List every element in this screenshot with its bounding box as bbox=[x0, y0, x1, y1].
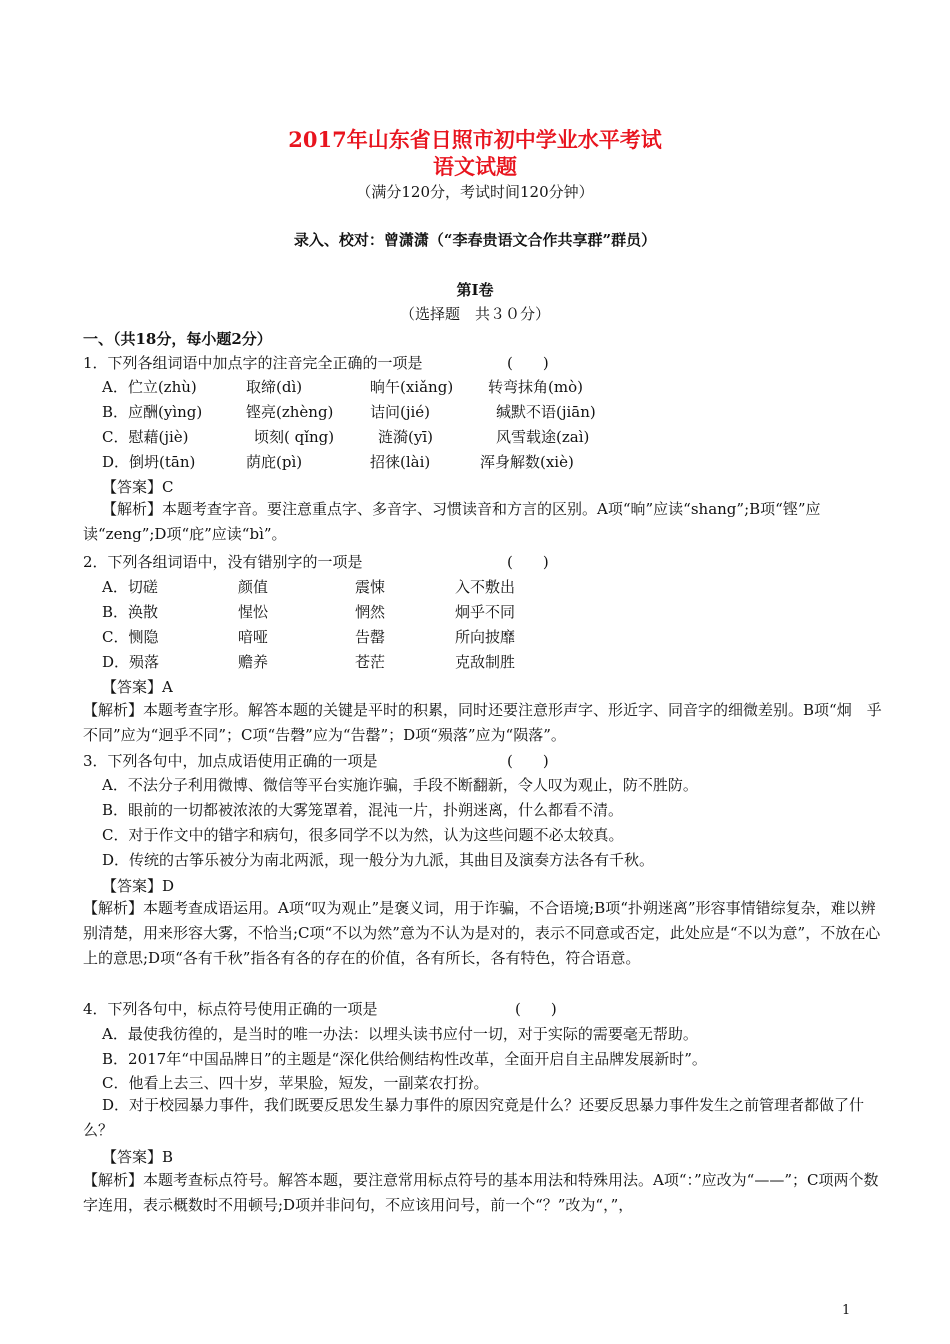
option-text: 告罄 bbox=[355, 628, 386, 646]
option-text: 取缔(dì) bbox=[246, 378, 303, 396]
option-text: C．对于作文中的错字和病句，很多同学不以为然，认为这些问题不必太较真。 bbox=[102, 826, 624, 844]
option-text: D．对于校园暴力事件，我们既要反思发生暴力事件的原因究竟是什么？还要反思暴力事件发生之前管理者都做了什么？ bbox=[83, 1096, 865, 1139]
option-text: 诘问(jié) bbox=[370, 403, 431, 421]
option-text: 惺忪 bbox=[238, 603, 269, 621]
option-text: D．倒坍(tān) bbox=[102, 453, 196, 471]
option-text: 颜值 bbox=[238, 578, 269, 596]
option-text: C．恻隐 bbox=[102, 628, 159, 646]
option-text: 克敌制胜 bbox=[455, 653, 516, 671]
question-2-analysis: 【解析】本题考查字形。解答本题的关键是平时的积累，同时还要注意形声字、形近字、同音字的细微差别。B项“炯 乎不同”应为“迥乎不同”；C项“告磬”应为“告罄”；D项“殒落”应为“陨落”。 bbox=[83, 701, 882, 744]
option-text: D．殒落 bbox=[102, 653, 160, 671]
exam-info: （满分120分，考试时间120分钟） bbox=[356, 183, 594, 201]
option-text: 晌午(xiǎng) bbox=[370, 378, 454, 396]
option-text: B．涣散 bbox=[102, 603, 159, 621]
volume-subtitle: （选择题 共３０分） bbox=[399, 305, 550, 323]
question-1-answer-slot: ( ) bbox=[507, 354, 549, 372]
option-text: 所向披靡 bbox=[455, 628, 516, 646]
option-text: 涟漪(yī) bbox=[378, 428, 433, 446]
exam-title: 2017年山东省日照市初中学业水平考试 bbox=[288, 127, 662, 152]
question-1-options bbox=[0, 376, 950, 476]
question-3-analysis: 【解析】本题考查成语运用。A项“叹为观止”是褒义词，用于诈骗，不合语境;B项“扑朔迷离”形容事情错综复杂，难以辨别清楚，用来形容大雾，不恰当;C项“不以为然”意为不认为是对的，表示不同意或否定，此处应是“不以为意”，不放在心上的意思;D项“各有千秋”指各有各的存在的价值，各有所长，各有特色，符合语意。 bbox=[83, 899, 881, 967]
option-text: 炯乎不同 bbox=[455, 603, 516, 621]
option-text: 赡养 bbox=[238, 653, 269, 671]
question-4-analysis: 【解析】本题考查标点符号。解答本题，要注意常用标点符号的基本用法和特殊用法。A项“：”应改为“——”；C项两个数字连用，表示概数时不用顿号;D项并非问句，不应该用问号，前一个“？”改为“，”， bbox=[83, 1171, 879, 1214]
option-text: 顷刻( qǐng) bbox=[254, 428, 335, 446]
exam-subject-title: 语文试题 bbox=[433, 154, 517, 179]
option-text: A．不法分子利用微博、微信等平台实施诈骗，手段不断翻新，令人叹为观止，防不胜防。 bbox=[102, 776, 698, 794]
option-text: A．切磋 bbox=[102, 578, 158, 596]
question-1-stem: 1．下列各组词语中加点字的注音完全正确的一项是 bbox=[83, 354, 423, 372]
question-4-stem: 4．下列各句中，标点符号使用正确的一项是 bbox=[83, 1000, 378, 1018]
question-3-answer-slot: ( ) bbox=[507, 752, 549, 770]
option-text: A．最使我彷徨的，是当时的唯一办法：以埋头读书应付一切，对于实际的需要毫无帮助。 bbox=[102, 1025, 698, 1043]
question-2-stem: 2．下列各组词语中，没有错别字的一项是 bbox=[83, 553, 363, 571]
option-text: 入不敷出 bbox=[455, 578, 516, 596]
option-text: 风雪载途(zaì) bbox=[496, 428, 590, 446]
question-1-analysis: 【解析】本题考查字音。要注意重点字、多音字、习惯读音和方言的区别。A项“晌”应读“shang”;B项“铿”应读“zeng”;D项“庇”应读“bì”。 bbox=[83, 500, 821, 543]
option-text: B．2017年“中国品牌日”的主题是“深化供给侧结构性改革，全面开启自主品牌发展新时”。 bbox=[102, 1050, 707, 1068]
option-text: C．慰藉(jiè) bbox=[102, 428, 189, 446]
option-text: 惘然 bbox=[355, 603, 386, 621]
section-heading: 一、（共18分，每小题2分） bbox=[83, 330, 272, 348]
option-text: A．伫立(zhù) bbox=[102, 378, 197, 396]
option-text: B．应酬(yìng) bbox=[102, 403, 203, 421]
option-text: 苍茫 bbox=[355, 653, 386, 671]
question-2-answer: 【答案】A bbox=[102, 678, 173, 696]
option-text: C．他看上去三、四十岁，苹果脸，短发，一副菜农打扮。 bbox=[102, 1074, 489, 1092]
option-text: 铿亮(zhèng) bbox=[246, 403, 334, 421]
volume-title: 第Ⅰ卷 bbox=[456, 281, 494, 299]
question-3-stem: 3．下列各句中，加点成语使用正确的一项是 bbox=[83, 752, 378, 770]
option-text: 喑哑 bbox=[238, 628, 269, 646]
option-text: 荫庇(pì) bbox=[246, 453, 303, 471]
option-text: 浑身解数(xiè) bbox=[480, 453, 574, 471]
question-2-options bbox=[0, 576, 950, 676]
question-3-answer: 【答案】D bbox=[102, 877, 175, 895]
question-2-answer-slot: ( ) bbox=[507, 553, 549, 571]
option-text: B．眼前的一切都被浓浓的大雾笼罩着，混沌一片，扑朔迷离，什么都看不清。 bbox=[102, 801, 624, 819]
page-number: 1 bbox=[842, 1303, 851, 1318]
question-4-answer-slot: ( ) bbox=[515, 1000, 557, 1018]
option-text: 缄默不语(jiān) bbox=[496, 403, 596, 421]
option-text: 转弯抹角(mò) bbox=[488, 378, 583, 396]
option-text: 震悚 bbox=[355, 578, 386, 596]
credit-line: 录入、校对：曾潇潇（“李春贵语文合作共享群”群员） bbox=[293, 231, 657, 249]
question-4-answer: 【答案】B bbox=[102, 1148, 174, 1166]
option-text: D．传统的古筝乐被分为南北两派，现一般分为九派，其曲目及演奏方法各有千秋。 bbox=[102, 851, 655, 869]
question-1-answer: 【答案】C bbox=[102, 478, 174, 496]
option-text: 招徕(lài) bbox=[370, 453, 431, 471]
